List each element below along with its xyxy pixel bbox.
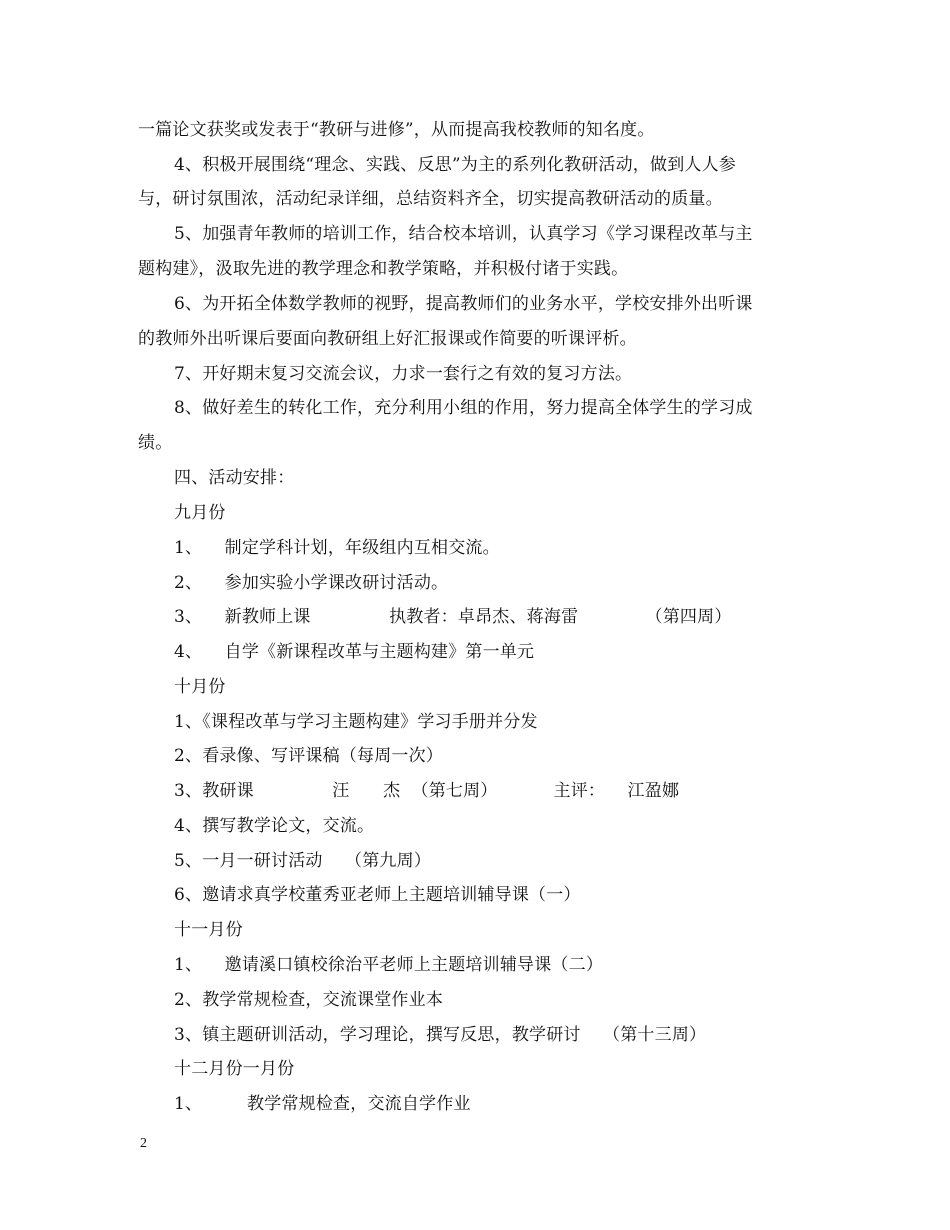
text-line: 绩。 (138, 433, 173, 453)
text-line: 题构建》，汲取先进的教学理念和教学策略，并积极付诸于实践。 (138, 259, 629, 279)
list-item: 2、教学常规检查，交流课堂作业本 (174, 990, 444, 1010)
list-item: 2、看录像、写评课稿（每周一次） (174, 746, 444, 766)
text-line: 的教师外出听课后要面向教研组上好汇报课或作简要的听课评析。 (138, 329, 637, 349)
section-heading: 四、活动安排： (174, 468, 295, 488)
list-item: 1、 邀请溪口镇校徐治平老师上主题培训辅导课（二） (174, 955, 604, 975)
text-line: 4、积极开展围绕“理念、实践、反思”为主的系列化教研活动，做到人人参 (174, 155, 736, 175)
list-item: 4、撰写教学论文，交流。 (174, 816, 375, 836)
text-line: 与，研讨氛围浓，活动纪录详细，总结资料齐全，切实提高教研活动的质量。 (138, 189, 723, 209)
text-line: 8、做好差生的转化工作，充分利用小组的作用，努力提高全体学生的学习成 (174, 398, 753, 418)
list-item: 1、 教学常规检查，交流自学作业 (174, 1094, 471, 1114)
text-line: 5、加强青年教师的培训工作，结合校本培训，认真学习《学习课程改革与主 (174, 224, 753, 244)
list-item: 3、教研课 汪 杰 （第七周） 主评： 江盈娜 (174, 781, 680, 801)
list-item: 1、《课程改革与学习主题构建》学习手册并分发 (174, 712, 538, 732)
list-item: 3、 新教师上课 执教者：卓昂杰、蒋海雷 （第四周） (174, 607, 732, 627)
list-item: 1、 制定学科计划，年级组内互相交流。 (174, 538, 500, 558)
list-item: 2、 参加实验小学课改研讨活动。 (174, 573, 449, 593)
list-item: 5、一月一研讨活动 （第九周） (174, 851, 432, 871)
list-item: 6、邀请求真学校董秀亚老师上主题培训辅导课（一） (174, 885, 581, 905)
list-item: 3、镇主题研训活动，学习理论，撰写反思，教学研讨 （第十三周） (174, 1025, 707, 1045)
page-number: 2 (140, 1136, 147, 1151)
text-line: 6、为开拓全体数学教师的视野，提高教师们的业务水平，学校安排外出听课 (174, 294, 753, 314)
text-line: 7、开好期末复习交流会议，力求一套行之有效的复习方法。 (174, 364, 633, 384)
month-heading: 十二月份一月份 (174, 1059, 295, 1079)
month-heading: 九月份 (174, 503, 226, 523)
list-item: 4、 自学《新课程改革与主题构建》第一单元 (174, 642, 535, 662)
text-line: 一篇论文获奖或发表于“教研与进修”，从而提高我校教师的知名度。 (138, 120, 655, 140)
month-heading: 十一月份 (174, 920, 243, 940)
month-heading: 十月份 (174, 677, 226, 697)
